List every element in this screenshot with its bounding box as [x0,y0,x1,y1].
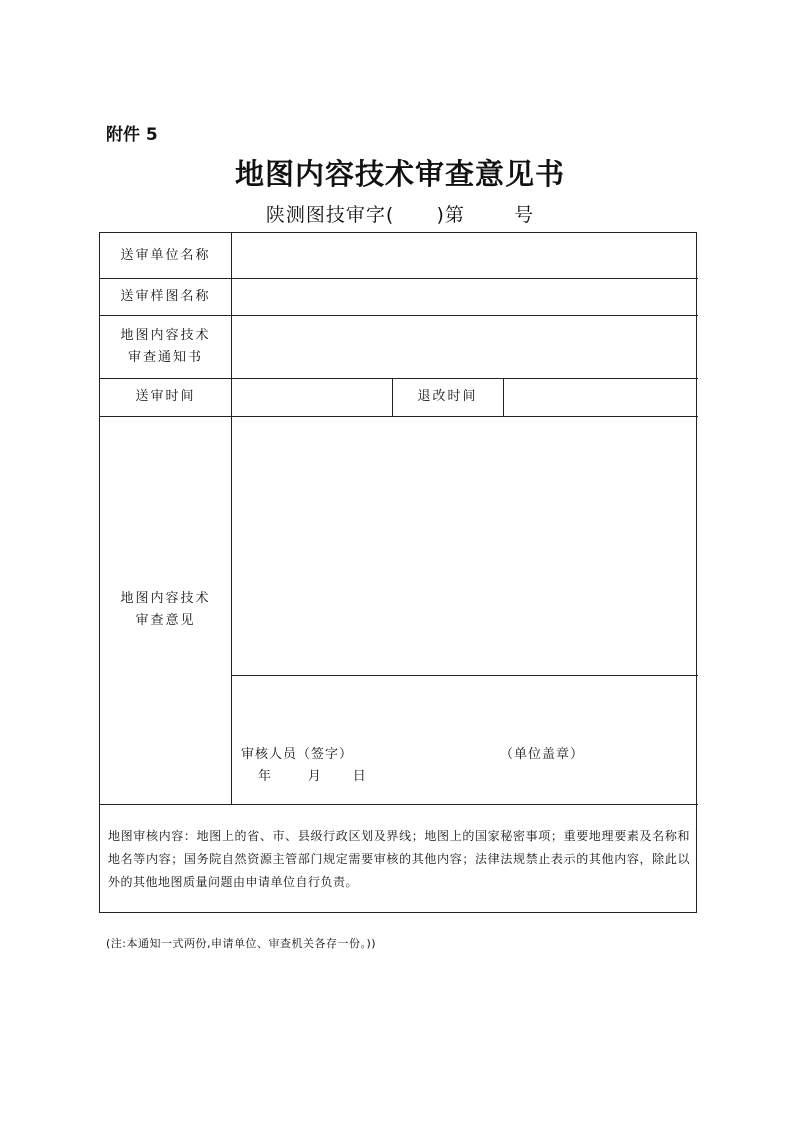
opinion-label [100,416,231,804]
opinion-field[interactable] [232,417,697,675]
submitter-label: 送审单位名称 [120,247,211,263]
review-form [99,232,697,913]
sample-map-field[interactable] [232,279,697,315]
row-divider [231,675,698,676]
notice-label-line: 地图内容技术 [120,327,211,343]
row-divider [100,804,698,805]
notice-field[interactable] [232,316,697,378]
opinion-label-line: 审查意见 [135,613,196,628]
date-line: 年 月 日 [258,769,367,784]
attachment-label: 附件 5 [106,125,158,145]
submitter-field[interactable] [232,233,697,278]
notice-label [100,315,231,378]
footnote: (注:本通知一式两份,申请单位、审查机关各存一份。)) [106,937,377,950]
review-notice: 地图审核内容：地图上的省、市、县级行政区划及界线；地图上的国家秘密事项；重要地理要素及名称和地名等内容；国务院自然资源主管部门规定需要审核的其他内容；法律法规禁止表示的其他内容，除此以外的其他地图质量问题由申请单位自行负责。 [108,829,690,889]
unit-seal-label: （单位盖章） [500,747,585,762]
sample-map-label: 送审样图名称 [120,288,211,304]
document-number: 陕测图技审字( )第 号 [265,204,535,226]
return-time-label: 退改时间 [417,389,478,404]
notice-label-line: 审查通知书 [127,349,203,365]
return-time-field[interactable] [504,379,697,416]
opinion-label-line: 地图内容技术 [120,591,211,606]
reviewer-signature-label: 审核人员（签字） [241,747,354,762]
submit-time-field[interactable] [232,379,392,416]
submit-time-label: 送审时间 [135,389,196,404]
page-title: 地图内容技术审查意见书 [234,157,565,191]
